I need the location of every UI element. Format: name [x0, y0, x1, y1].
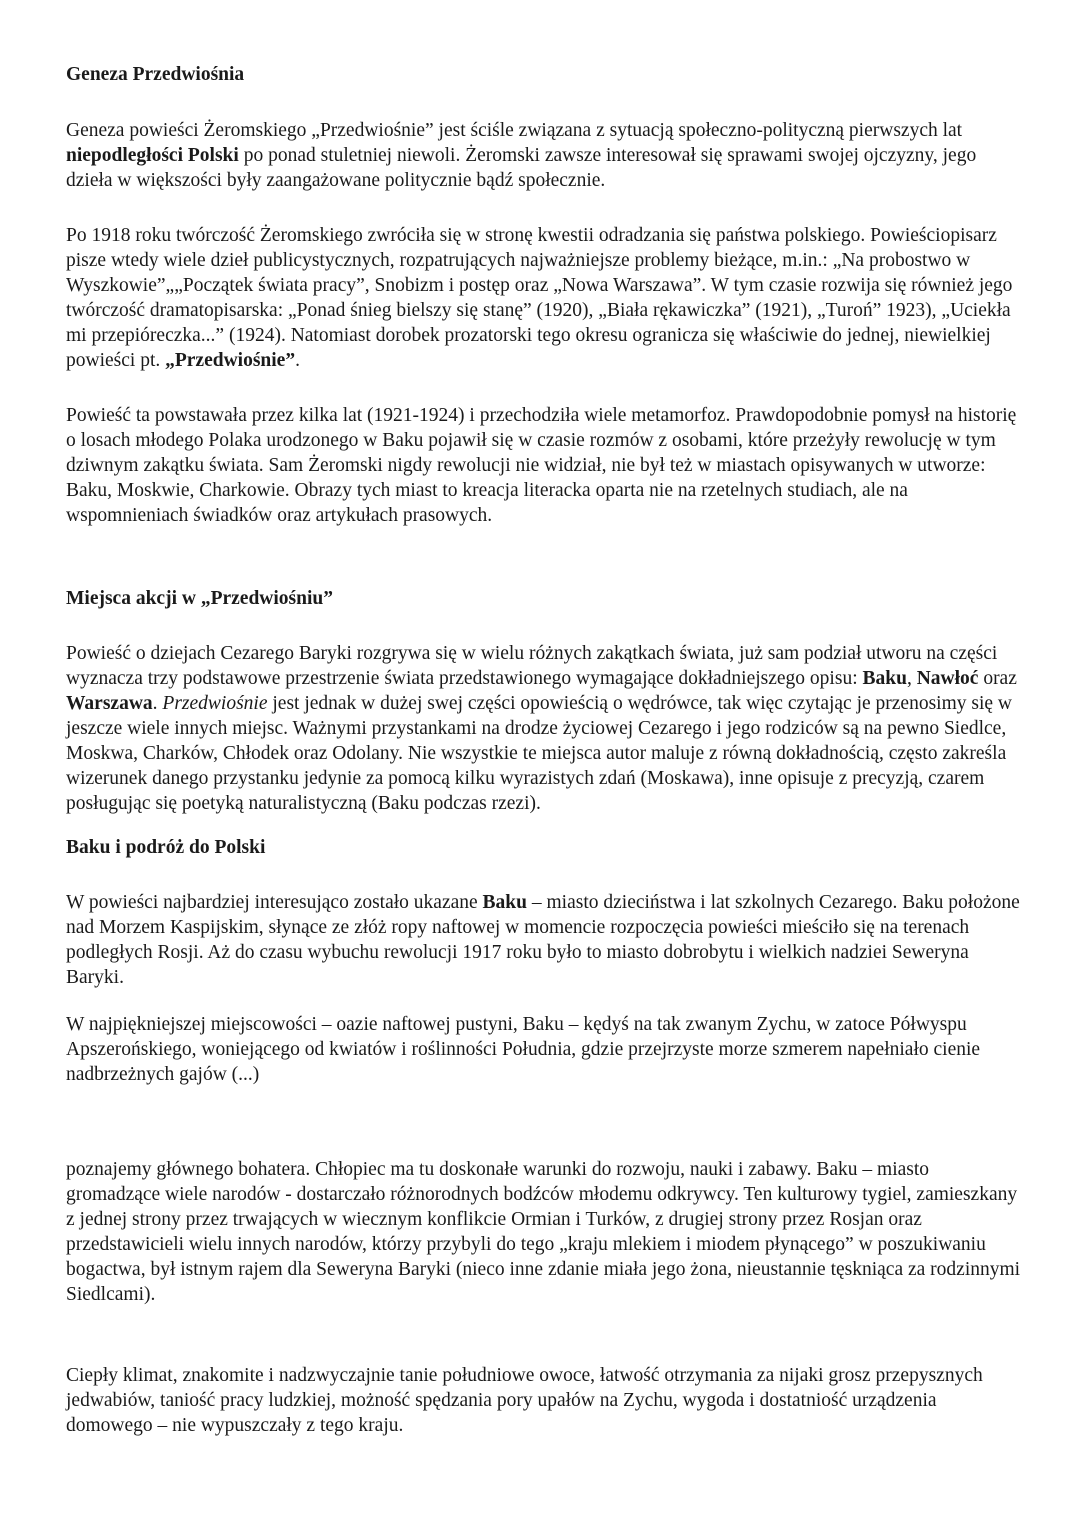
bold-run: Baku: [482, 892, 527, 913]
paragraph-geneza-1: [66, 118, 1026, 193]
bold-run: Baku: [862, 668, 907, 689]
text-run: po ponad stuletniej niewoli. Żeromski zawsze interesował się sprawami swojej ojczyzny, jego dzieła w większości były zaangażowane politycznie bądź społecznie.: [66, 145, 977, 191]
text-run: W powieści najbardziej interesująco zostało ukazane: [66, 892, 483, 913]
text-run: – miasto dzieciństwa i lat szkolnych Cezarego. Baku położone nad Morzem Kaspijskim, słynące ze złóż ropy naftowej w momencie rozpoczęcia powieści mieściło się na terenach podległych Rosji. Aż do czasu wybuchu rewolucji 1917 roku było to miasto dobrobytu i wielkich nadziei Seweryna Baryki.: [66, 892, 1020, 988]
text-run: oraz: [978, 668, 1017, 689]
text-run: Powieść o dziejach Cezarego Baryki rozgrywa się w wielu różnych zakątkach świata, już sam podział utworu na części wyznacza trzy podstawowe przestrzenie świata przedstawionego wymagające dokładniejszego opisu:: [66, 643, 998, 689]
paragraph-baku-quote: W najpiękniejszej miejscowości – oazie naftowej pustyni, Baku – kędyś na tak zwanym Zychu, w zatoce Półwyspu Apszerońskiego, woniejącego od kwiatów i roślinności Południa, gdzie przejrzyste morze szmerem napełniało cienie nadbrzeżnych gajów (...): [66, 1014, 981, 1085]
text-run: .: [295, 350, 300, 371]
paragraph-geneza-2: [66, 223, 1026, 373]
text-run: ,: [906, 668, 917, 689]
paragraph-miejsca-1: [66, 641, 1026, 816]
paragraph-baku-1: [66, 890, 1026, 990]
bold-run: Nawłoć: [916, 668, 979, 689]
heading-miejsca-akcji: Miejsca akcji w „Przedwiośniu”: [66, 588, 334, 609]
text-run: .: [152, 693, 163, 714]
italic-run: Przedwiośnie: [162, 693, 268, 714]
heading-baku: Baku i podróż do Polski: [66, 837, 266, 858]
paragraph-geneza-3: Powieść ta powstawała przez kilka lat (1921-1924) i przechodziła wiele metamorfoz. Prawdopodobnie pomysł na historię o losach młodego Polaka urodzonego w Baku pojawił się w czasie rozmów z osobami, które przeżyły rewolucję w tym dziwnym zakątku świata. Sam Żeromski nigdy rewolucji nie widział, nie był też w miastach opisywanych w utworze: Baku, Moskwie, Charkowie. Obrazy tych miast to kreacja literacka oparta nie na rzetelnych studiach, ale na wspomnieniach świadków oraz artykułach prasowych.: [66, 405, 1017, 526]
paragraph-baku-2: poznajemy głównego bohatera. Chłopiec ma tu doskonałe warunki do rozwoju, nauki i zabawy. Baku – miasto gromadzące wiele narodów - dostarczało różnorodnych bodźców młodemu odkrywcy. Ten kulturowy tygiel, zamieszkany z jednej strony przez trwających w wiecznym konflikcie Ormian i Turków, z drugiej strony przez Rosjan oraz przedstawicieli wielu innych narodów, którzy przybyli do tego „kraju mlekiem i miodem płynącego” w poszukiwaniu bogactwa, był istnym rajem dla Seweryna Baryki (nieco inne zdanie miała jego żona, nieustannie tęskniąca za rodzinnymi Siedlcami).: [66, 1159, 1021, 1305]
bold-run: „Przedwiośnie”: [165, 350, 296, 371]
bold-run: Warszawa: [66, 693, 153, 714]
document-page: [66, 62, 1026, 1438]
bold-run: niepodległości Polski: [66, 145, 239, 166]
text-run: Geneza powieści Żeromskiego „Przedwiośnie” jest ściśle związana z sytuacją społeczno-polityczną pierwszych lat: [66, 120, 963, 141]
heading-geneza: Geneza Przedwiośnia: [66, 64, 245, 85]
text-run: jest jednak w dużej swej części opowieścią o wędrówce, tak więc czytając je przenosimy się w jeszcze wiele innych miejsc. Ważnymi przystankami na drodze życiowej Cezarego i jego rodziców są na pewno Siedlce, Moskwa, Charków, Chłodek oraz Odolany. Nie wszystkie te miejsca autor maluje z równą dokładnością, często zakreśla wizerunek danego przystanku jedynie za pomocą kilku wyrazistych zdań (Moskawa), inne opisuje z precyzją, czarem posługując się poetyką naturalistyczną (Baku podczas rzezi).: [66, 693, 1012, 814]
paragraph-baku-quote-2: Ciepły klimat, znakomite i nadzwyczajnie tanie południowe owoce, łatwość otrzymania za nijaki grosz przepysznych jedwabiów, taniość pracy ludzkiej, możność spędzania pory upałów na Zychu, wygoda i dostatniość urządzenia domowego – nie wypuszczały z tego kraju.: [66, 1365, 983, 1436]
text-run: Po 1918 roku twórczość Żeromskiego zwróciła się w stronę kwestii odradzania się państwa polskiego. Powieściopisarz pisze wtedy wiele dzieł publicystycznych, rozpatrujących najważniejsze problemy bieżące, m.in.: „Na probostwo w Wyszkowie”„„Początek świata pracy”, Snobizm i postęp oraz „Nowa Warszawa”. W tym czasie rozwija się również jego twórczość dramatopisarska: „Ponad śnieg bielszy się stanę” (1920), „Biała rękawiczka” (1921), „Turoń” 1923), „Uciekła mi przepióreczka...” (1924). Natomiast dorobek prozatorski tego okresu ogranicza się właściwie do jednej, niewielkiej powieści pt.: [66, 225, 1013, 371]
